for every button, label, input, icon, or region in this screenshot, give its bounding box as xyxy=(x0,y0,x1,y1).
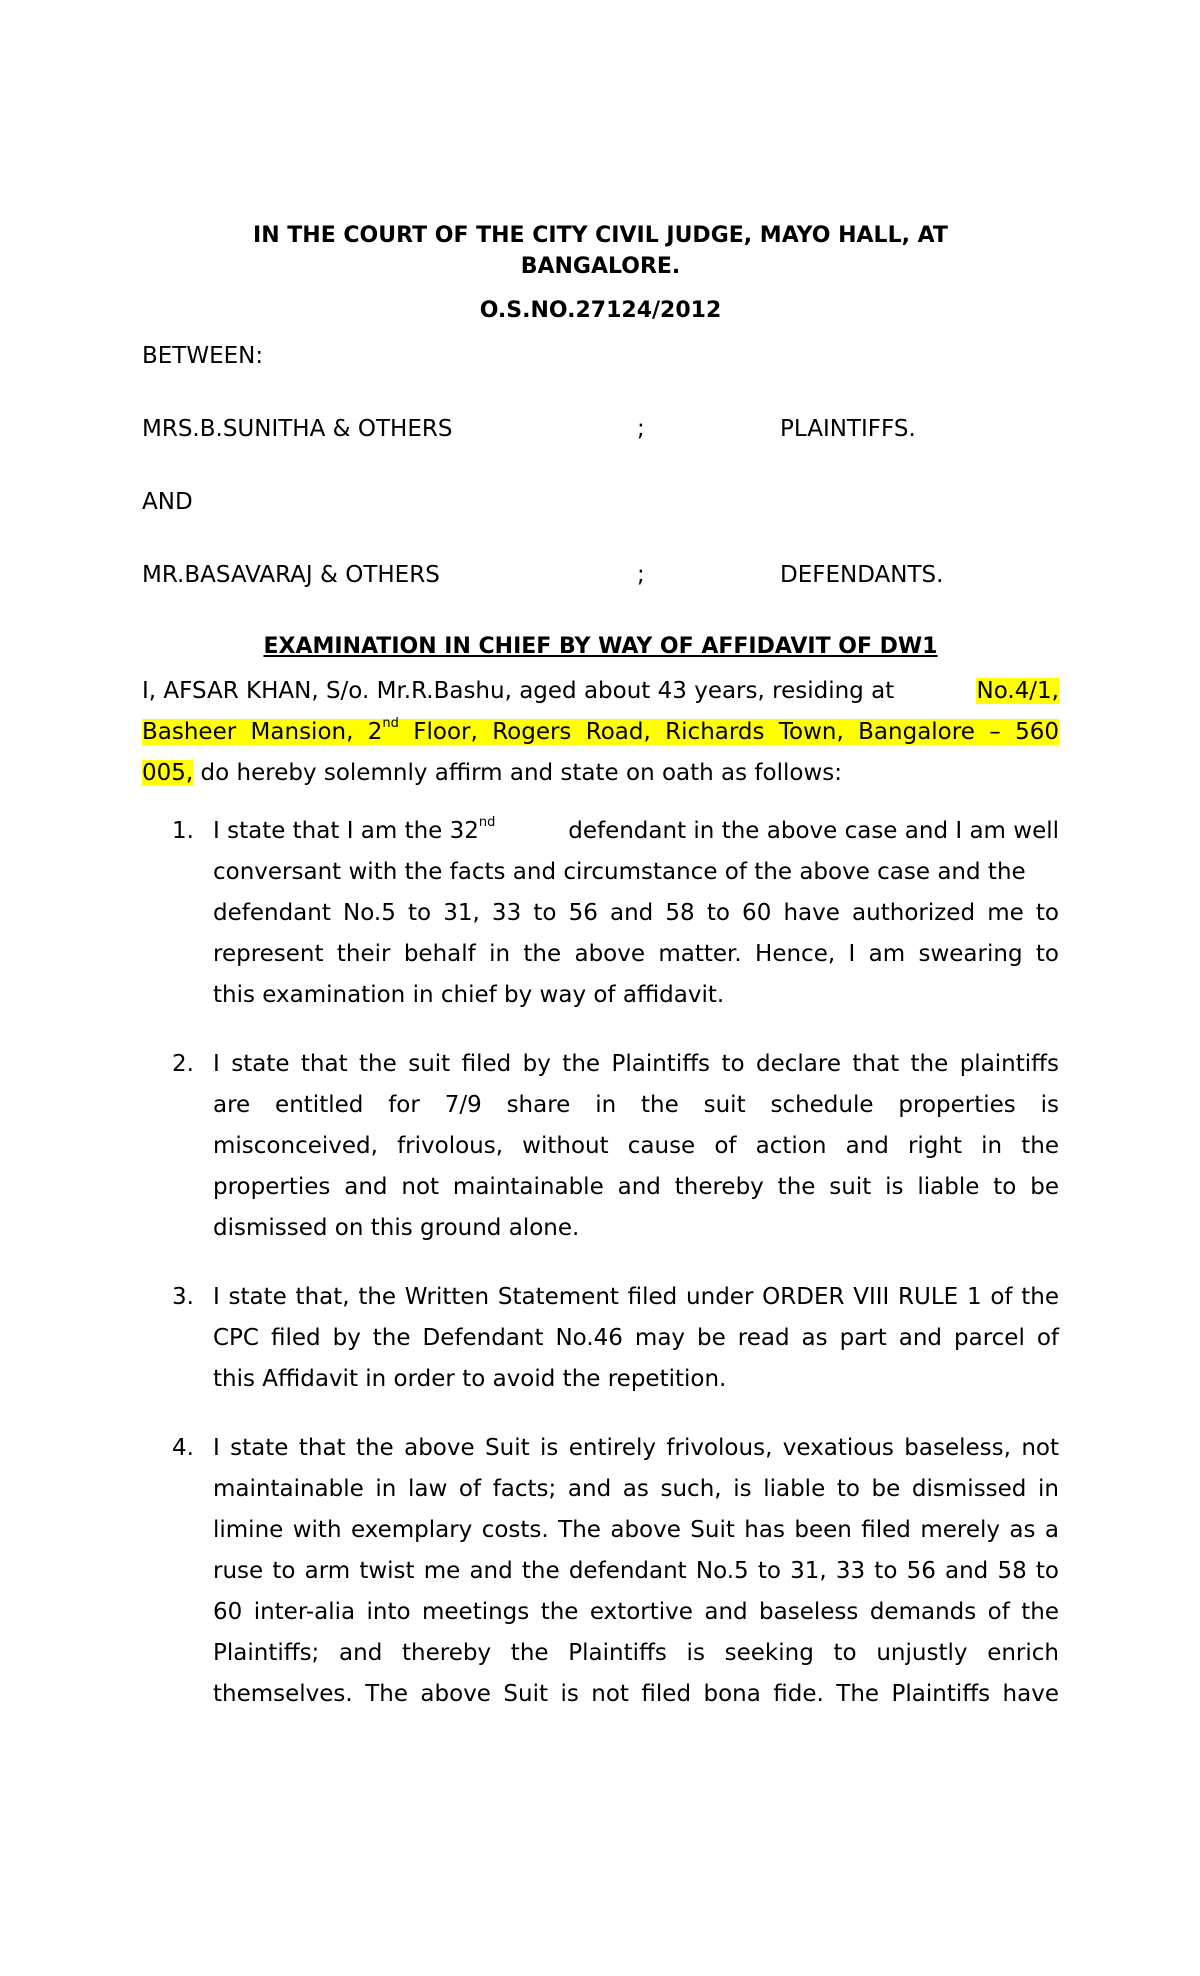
para-2-line-2: are entitled for 7/9 share in the suit schedule properties is xyxy=(213,1092,1059,1118)
intro-line-2-sup: nd xyxy=(382,716,399,732)
intro-line-3-text: do hereby solemnly affirm and state on oath as follows: xyxy=(193,760,842,786)
intro-line-2-a: Basheer Mansion, 2 xyxy=(142,719,383,745)
para-3-line-3: this Affidavit in order to avoid the repetition. xyxy=(213,1366,727,1392)
court-heading-line1: IN THE COURT OF THE CITY CIVIL JUDGE, MAYO HALL, AT xyxy=(253,223,948,248)
plaintiff-name: MRS.B.SUNITHA & OTHERS xyxy=(142,416,453,442)
between-label: BETWEEN: xyxy=(142,343,264,369)
affidavit-title: EXAMINATION IN CHIEF BY WAY OF AFFIDAVIT OF DW1 xyxy=(263,634,938,659)
para-2-line-1: I state that the suit filed by the Plaintiffs to declare that the plaintiffs xyxy=(213,1051,1059,1077)
para-1-line-3: defendant No.5 to 31, 33 to 56 and 58 to 60 have authorized me to xyxy=(213,900,1059,926)
intro-line-2-b: Floor, Rogers Road, Richards Town, Bangalore – 560 xyxy=(398,719,1060,745)
plaintiff-separator: ; xyxy=(637,416,645,442)
intro-line-1 xyxy=(142,678,1059,704)
intro-line-3 xyxy=(142,760,1059,786)
intro-line-1-text: I, AFSAR KHAN, S/o. Mr.R.Bashu, aged about 43 years, residing at xyxy=(142,678,895,704)
para-2-line-4: properties and not maintainable and thereby the suit is liable to be xyxy=(213,1174,1059,1200)
para-4-line-6: Plaintiffs; and thereby the Plaintiffs is seeking to unjustly enrich xyxy=(213,1640,1059,1666)
case-number: O.S.NO.27124/2012 xyxy=(479,298,722,323)
para-1-line-1-b: defendant in the above case and I am well xyxy=(568,818,1059,844)
para-4-line-2: maintainable in law of facts; and as such, is liable to be dismissed in xyxy=(213,1476,1059,1502)
intro-address-highlight-2 xyxy=(142,716,1060,745)
para-3-line-2: CPC filed by the Defendant No.46 may be read as part and parcel of xyxy=(213,1325,1059,1351)
and-label: AND xyxy=(142,489,193,515)
court-heading-line2: BANGALORE. xyxy=(520,254,681,279)
defendant-name: MR.BASAVARAJ & OTHERS xyxy=(142,562,440,588)
para-1-line-4: represent their behalf in the above matter. Hence, I am swearing to xyxy=(213,941,1059,967)
para-1-line-1-a xyxy=(213,815,496,844)
defendant-role: DEFENDANTS. xyxy=(780,562,944,588)
para-4-line-4: ruse to arm twist me and the defendant No.5 to 31, 33 to 56 and 58 to xyxy=(213,1558,1059,1584)
para-4-line-7: themselves. The above Suit is not filed bona fide. The Plaintiffs have xyxy=(213,1681,1059,1707)
para-2-line-3: misconceived, frivolous, without cause of action and right in the xyxy=(213,1133,1059,1159)
para-1-line-5: this examination in chief by way of affidavit. xyxy=(213,982,725,1008)
defendant-separator: ; xyxy=(637,562,645,588)
para-4-line-1: I state that the above Suit is entirely frivolous, vexatious baseless, not xyxy=(213,1435,1059,1461)
para-1-number: 1. xyxy=(172,818,194,844)
para-3-number: 3. xyxy=(172,1284,194,1310)
para-2-number: 2. xyxy=(172,1051,194,1077)
para-4-line-3: limine with exemplary costs. The above Suit has been filed merely as a xyxy=(213,1517,1059,1543)
intro-address-highlight-1: No.4/1, xyxy=(976,678,1059,704)
para-1-line-1-sup: nd xyxy=(478,815,496,831)
plaintiff-role: PLAINTIFFS. xyxy=(780,416,916,442)
para-1-line-1 xyxy=(213,815,1059,844)
intro-line-2 xyxy=(142,716,1060,745)
para-3-line-1: I state that, the Written Statement filed under ORDER VIII RULE 1 of the xyxy=(213,1284,1059,1310)
para-1-line-2: conversant with the facts and circumstance of the above case and the xyxy=(213,859,1026,885)
para-2-line-5: dismissed on this ground alone. xyxy=(213,1215,580,1241)
para-1-line-1-text: I state that I am the 32 xyxy=(213,818,479,844)
intro-address-highlight-3: 005, xyxy=(142,760,194,786)
para-4-line-5: 60 inter-alia into meetings the extortive and baseless demands of the xyxy=(213,1599,1059,1625)
para-4-number: 4. xyxy=(172,1435,194,1461)
